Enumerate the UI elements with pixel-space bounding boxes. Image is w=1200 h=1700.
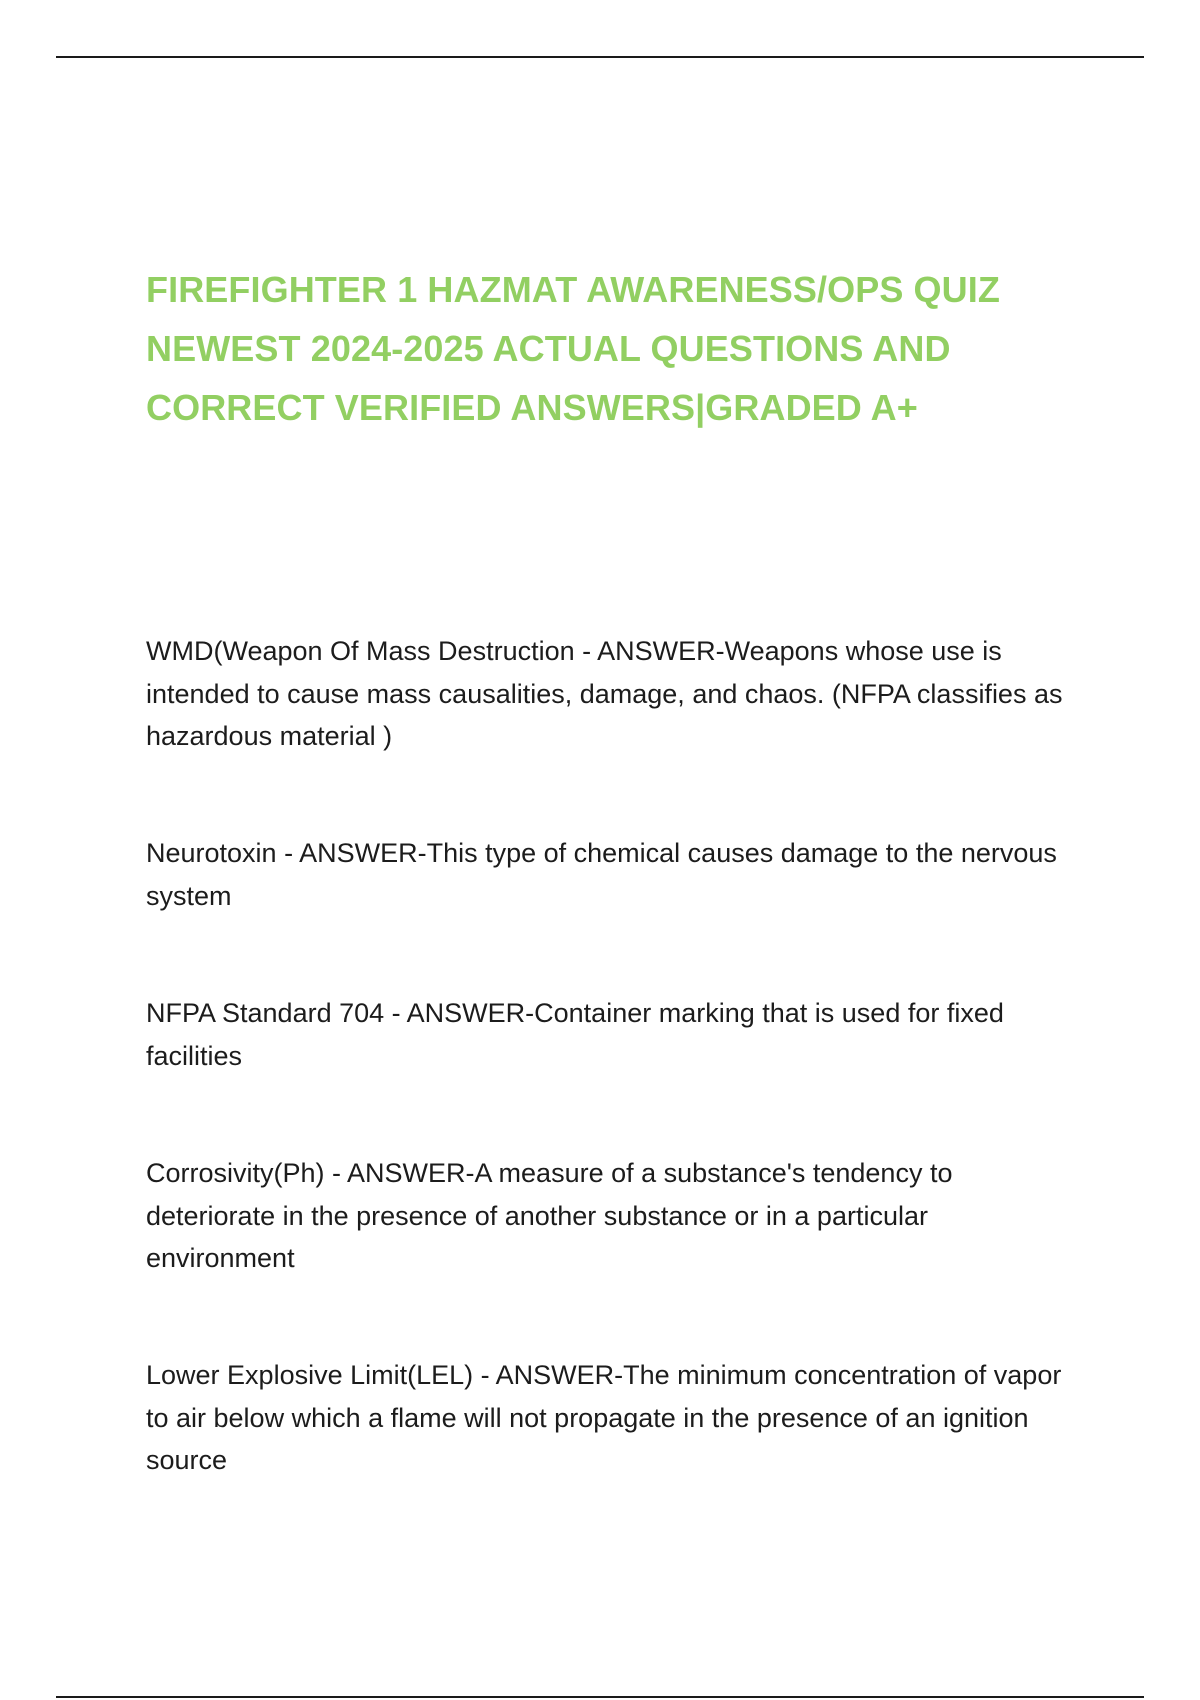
qa-entry-wmd: WMD(Weapon Of Mass Destruction - ANSWER-Weapons whose use is intended to cause mass causalities, damage, and chaos. (NFPA classifies as hazardous material ) — [146, 636, 1063, 751]
qa-entry-nfpa-704: NFPA Standard 704 - ANSWER-Container marking that is used for fixed facilities — [146, 998, 1004, 1071]
document-title: FIREFIGHTER 1 HAZMAT AWARENESS/OPS QUIZ NEWEST 2024-2025 ACTUAL QUESTIONS AND CORRECT VERIFIED ANSWERS|GRADED A+ — [146, 269, 1000, 428]
header-rule — [56, 56, 1144, 58]
qa-entry-corrosivity: Corrosivity(Ph) - ANSWER-A measure of a substance's tendency to deteriorate in the presence of another substance or in a particular environment — [146, 1158, 953, 1273]
qa-entry-lel: Lower Explosive Limit(LEL) - ANSWER-The minimum concentration of vapor to air below which a flame will not propagate in the presence of an ignition source — [146, 1360, 1062, 1475]
qa-entry-neurotoxin: Neurotoxin - ANSWER-This type of chemical causes damage to the nervous system — [146, 838, 1057, 911]
footer-rule — [56, 1696, 1144, 1698]
